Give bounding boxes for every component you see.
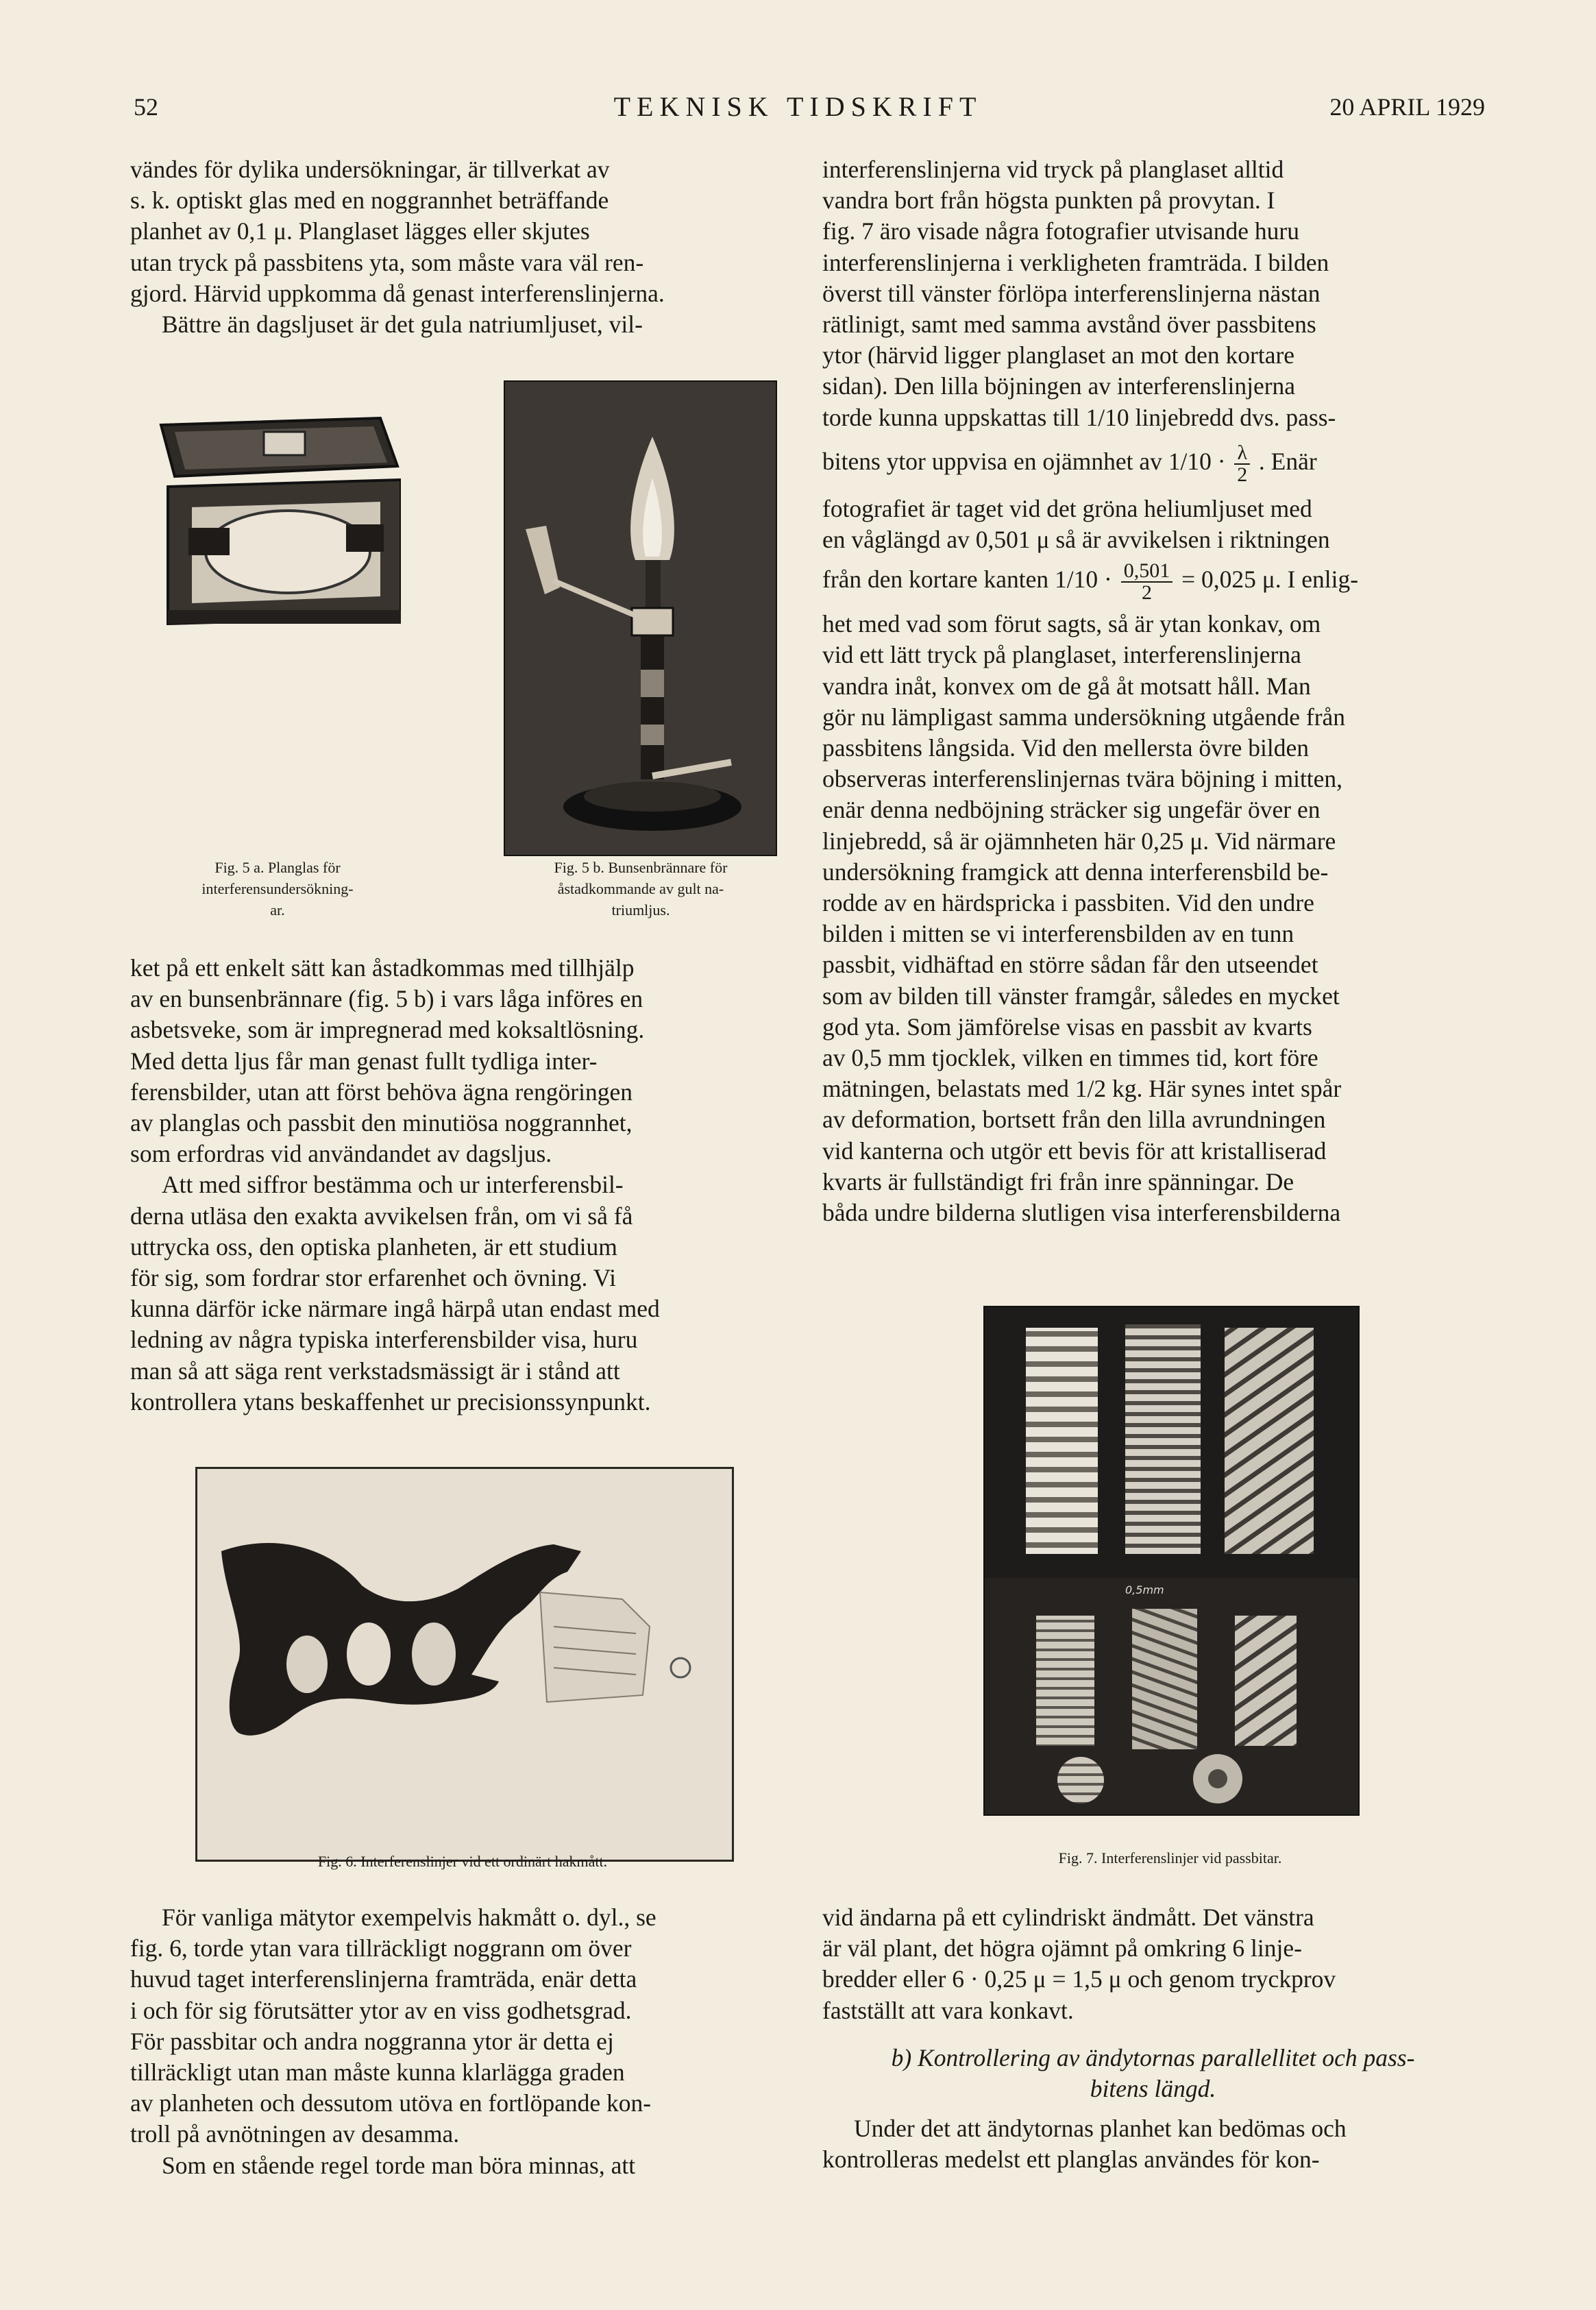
text-line: kontrolleras medelst ett planglas användes för kon- xyxy=(822,2145,1320,2174)
right-column-last-text xyxy=(822,2113,1484,2175)
text-line: fig. 6, torde ytan vara tillräckligt noggrann om över xyxy=(130,1934,632,1962)
text-line: interferenslinjerna i verkligheten framträda. I bilden xyxy=(822,248,1329,276)
left-column-middle-text xyxy=(130,953,791,1418)
text-line: vändes för dylika undersökningar, är tillverkat av xyxy=(130,156,610,183)
left-column-bottom-text xyxy=(130,1902,791,2181)
fig7-photo-label: 0,5mm xyxy=(1125,1583,1164,1596)
fig6-caliper-photo xyxy=(195,1467,734,1862)
fig6-caption: Fig. 6. Interferenslinjer vid ett ordinärt hakmått. xyxy=(317,1853,608,1870)
text-line: för sig, som fordrar stor erfarenhet och övning. Vi xyxy=(130,1264,616,1292)
text-line: kunna därför icke närmare ingå härpå utan endast med xyxy=(130,1295,660,1323)
text-line: uttrycka oss, den optiska planheten, är ett studium xyxy=(130,1232,617,1261)
text-line: av en bunsenbrännare (fig. 5 b) i vars låga införes en xyxy=(130,985,643,1013)
fraction-0501-over-2: $\frac{0,501}{2}$ xyxy=(1121,561,1173,603)
text-line: av 0,5 mm tjocklek, vilken en timmes tid, kort före xyxy=(822,1044,1318,1072)
text-line: av planglas och passbit den minutiösa noggrannhet, xyxy=(130,1109,633,1137)
text-line: torde kunna uppskattas till 1/10 linjebredd dvs. pass- xyxy=(822,403,1336,431)
text-line: ytor (härvid ligger planglaset an mot den kortare xyxy=(822,341,1295,369)
text-line: är väl plant, det högra ojämnt på omkring 6 linje- xyxy=(822,1934,1302,1962)
section-heading-b: b) Kontrollering av ändytornas parallellitet och pass- bitens längd. xyxy=(891,2044,1415,2102)
text-line: av deformation, bortsett från den lilla avrundningen xyxy=(822,1106,1326,1134)
text-line: het med vad som förut sagts, så är ytan konkav, om xyxy=(822,610,1321,638)
text-line: vandra inåt, konvex om de gå åt motsatt håll. Man xyxy=(822,672,1311,700)
text-line: kontrollera ytans beskaffenhet ur precisionssynpunkt. xyxy=(130,1387,651,1415)
text-line: planhet av 0,1 μ. Planglaset lägges eller skjutes xyxy=(130,217,590,245)
text-line: god yta. Som jämförelse visas en passbit av kvarts xyxy=(822,1012,1312,1041)
text-line: gjord. Härvid uppkomma då genast interferenslinjerna. xyxy=(130,279,665,307)
text-line: tillräckligt utan man måste kunna klarlägga graden xyxy=(130,2058,625,2087)
fig5a-caption: Fig. 5 a. Planglas för interferensundersökning- ar. xyxy=(201,859,354,919)
text-line: mätningen, belastats med 1/2 kg. Här synes intet spår xyxy=(822,1075,1342,1103)
text-line: passbitens långsida. Vid den mellersta övre bilden xyxy=(822,734,1310,762)
text-line: i och för sig förutsätter ytor av en viss godhetsgrad. xyxy=(130,1996,632,2024)
text-line: som erfordras vid användandet av dagsljus. xyxy=(130,1140,552,1168)
text-line: asbetsveke, som är impregnerad med koksaltlösning. xyxy=(130,1016,645,1044)
text-line: överst till vänster förlöpa interferenslinjerna nästan xyxy=(822,279,1321,307)
text-line: som av bilden till vänster framgår, således en mycket xyxy=(822,982,1340,1010)
text-line: huvud taget interferenslinjerna framträda, enär detta xyxy=(130,1965,637,1993)
fraction-lambda-over-2: $\frac{\lambda}{2}$ xyxy=(1234,443,1250,485)
issue-date: 20 APRIL 1929 xyxy=(1329,93,1485,121)
formula-line-1: bitens ytor uppvisa en ojämnhet av 1/10 · $\frac{\lambda}{2}$ . Enär xyxy=(822,441,1317,486)
text-line: För passbitar och andra noggranna ytor är detta ej xyxy=(130,2027,614,2055)
text-line: undersökning framgick att denna interferensbild be- xyxy=(822,858,1329,886)
text-line: derna utläsa den exakta avvikelsen från, om vi så få xyxy=(130,1202,633,1230)
fig5b-bunsen-photo xyxy=(504,380,777,856)
right-column-bottom-text xyxy=(822,1902,1484,2026)
text-line: Att med siffror bestämma och ur interferensbil- xyxy=(162,1171,624,1199)
text-line: sidan). Den lilla böjningen av interferenslinjerna xyxy=(822,372,1296,400)
text-line: Med detta ljus får man genast fullt tydliga inter- xyxy=(130,1047,598,1075)
text-line: kvarts är fullständigt fri från inre spänningar. De xyxy=(822,1167,1294,1195)
fig7-passbitar-photo xyxy=(983,1306,1360,1816)
text-line: fotografiet är taget vid det gröna heliumljuset med xyxy=(822,494,1312,522)
text-line: ledning av några typiska interferensbilder visa, huru xyxy=(130,1326,638,1354)
text-line: bredder eller 6 · 0,25 μ = 1,5 μ och genom tryckprov xyxy=(822,1965,1336,1993)
text-line: fastställt att vara konkavt. xyxy=(822,1996,1074,2024)
text-line: observeras interferenslinjernas tvära böjning i mitten, xyxy=(822,765,1343,793)
page-number: 52 xyxy=(134,93,158,121)
text-line: vid kanterna och utgör ett bevis för att kristalliserad xyxy=(822,1136,1327,1165)
text-line: Bättre än dagsljuset är det gula natriumljuset, vil- xyxy=(162,311,643,339)
text-line: av planheten och dessutom utöva en fortlöpande kon- xyxy=(130,2089,652,2117)
text-line: gör nu lämpligast samma undersökning utgående från xyxy=(822,703,1346,731)
text-line: För vanliga mätytor exempelvis hakmått o. dyl., se xyxy=(162,1904,656,1931)
text-line: interferenslinjerna vid tryck på planglaset alltid xyxy=(822,156,1284,183)
text-line: man så att säga rent verkstadsmässigt är i stånd att xyxy=(130,1357,620,1385)
text-line: ferensbilder, utan att först behöva ägna rengöringen xyxy=(130,1078,633,1106)
text-line: rätlinigt, samt med samma avstånd över passbitens xyxy=(822,311,1316,339)
left-column-top-text xyxy=(130,154,791,340)
text-line: vid ändarna på ett cylindriskt ändmått. Det vänstra xyxy=(822,1904,1314,1931)
text-line: båda undre bilderna slutligen visa interferensbilderna xyxy=(822,1199,1341,1227)
text-line: bilden i mitten se vi interferensbilden av en tunn xyxy=(822,920,1294,948)
text-line: en våglängd av 0,501 μ så är avvikelsen i riktningen xyxy=(822,526,1330,554)
text-line: passbit, vidhäftad en större sådan får den utseendet xyxy=(822,951,1318,979)
text-line: linjebredd, så är ojämnheten här 0,25 μ. Vid närmare xyxy=(822,827,1336,855)
fig5a-planglas-photo xyxy=(154,411,401,631)
text-line: ket på ett enkelt sätt kan åstadkommas med tillhjälp xyxy=(130,954,635,982)
fig7-caption: Fig. 7. Interferenslinjer vid passbitar. xyxy=(1058,1849,1282,1867)
text-line: fig. 7 äro visade några fotografier utvisande huru xyxy=(822,217,1299,245)
text-line: rodde av en härdspricka i passbiten. Vid den undre xyxy=(822,889,1314,917)
fig5b-caption: Fig. 5 b. Bunsenbrännare för åstadkommande av gult na- triumljus. xyxy=(554,859,728,919)
text-line: troll på avnötningen av desamma. xyxy=(130,2120,460,2148)
text-line: s. k. optiskt glas med en noggrannhet beträffande xyxy=(130,186,609,215)
right-column-top-text xyxy=(822,154,1484,1228)
text-line: utan tryck på passbitens yta, som måste vara väl ren- xyxy=(130,248,644,276)
text-line: Under det att ändytornas planhet kan bedömas och xyxy=(854,2115,1347,2142)
formula-line-2: från den kortare kanten 1/10 · $\frac{0,501}{2}$ = 0,025 μ. I enlig- xyxy=(822,559,1359,605)
journal-title: TEKNISK TIDSKRIFT xyxy=(613,91,983,122)
text-line: Som en stående regel torde man böra minnas, att xyxy=(162,2151,636,2179)
text-line: vid ett lätt tryck på planglaset, interferenslinjerna xyxy=(822,641,1301,669)
text-line: vandra bort från högsta punkten på provytan. I xyxy=(822,186,1275,215)
text-line: enär denna nedböjning sträcker sig ungefär över en xyxy=(822,796,1321,824)
